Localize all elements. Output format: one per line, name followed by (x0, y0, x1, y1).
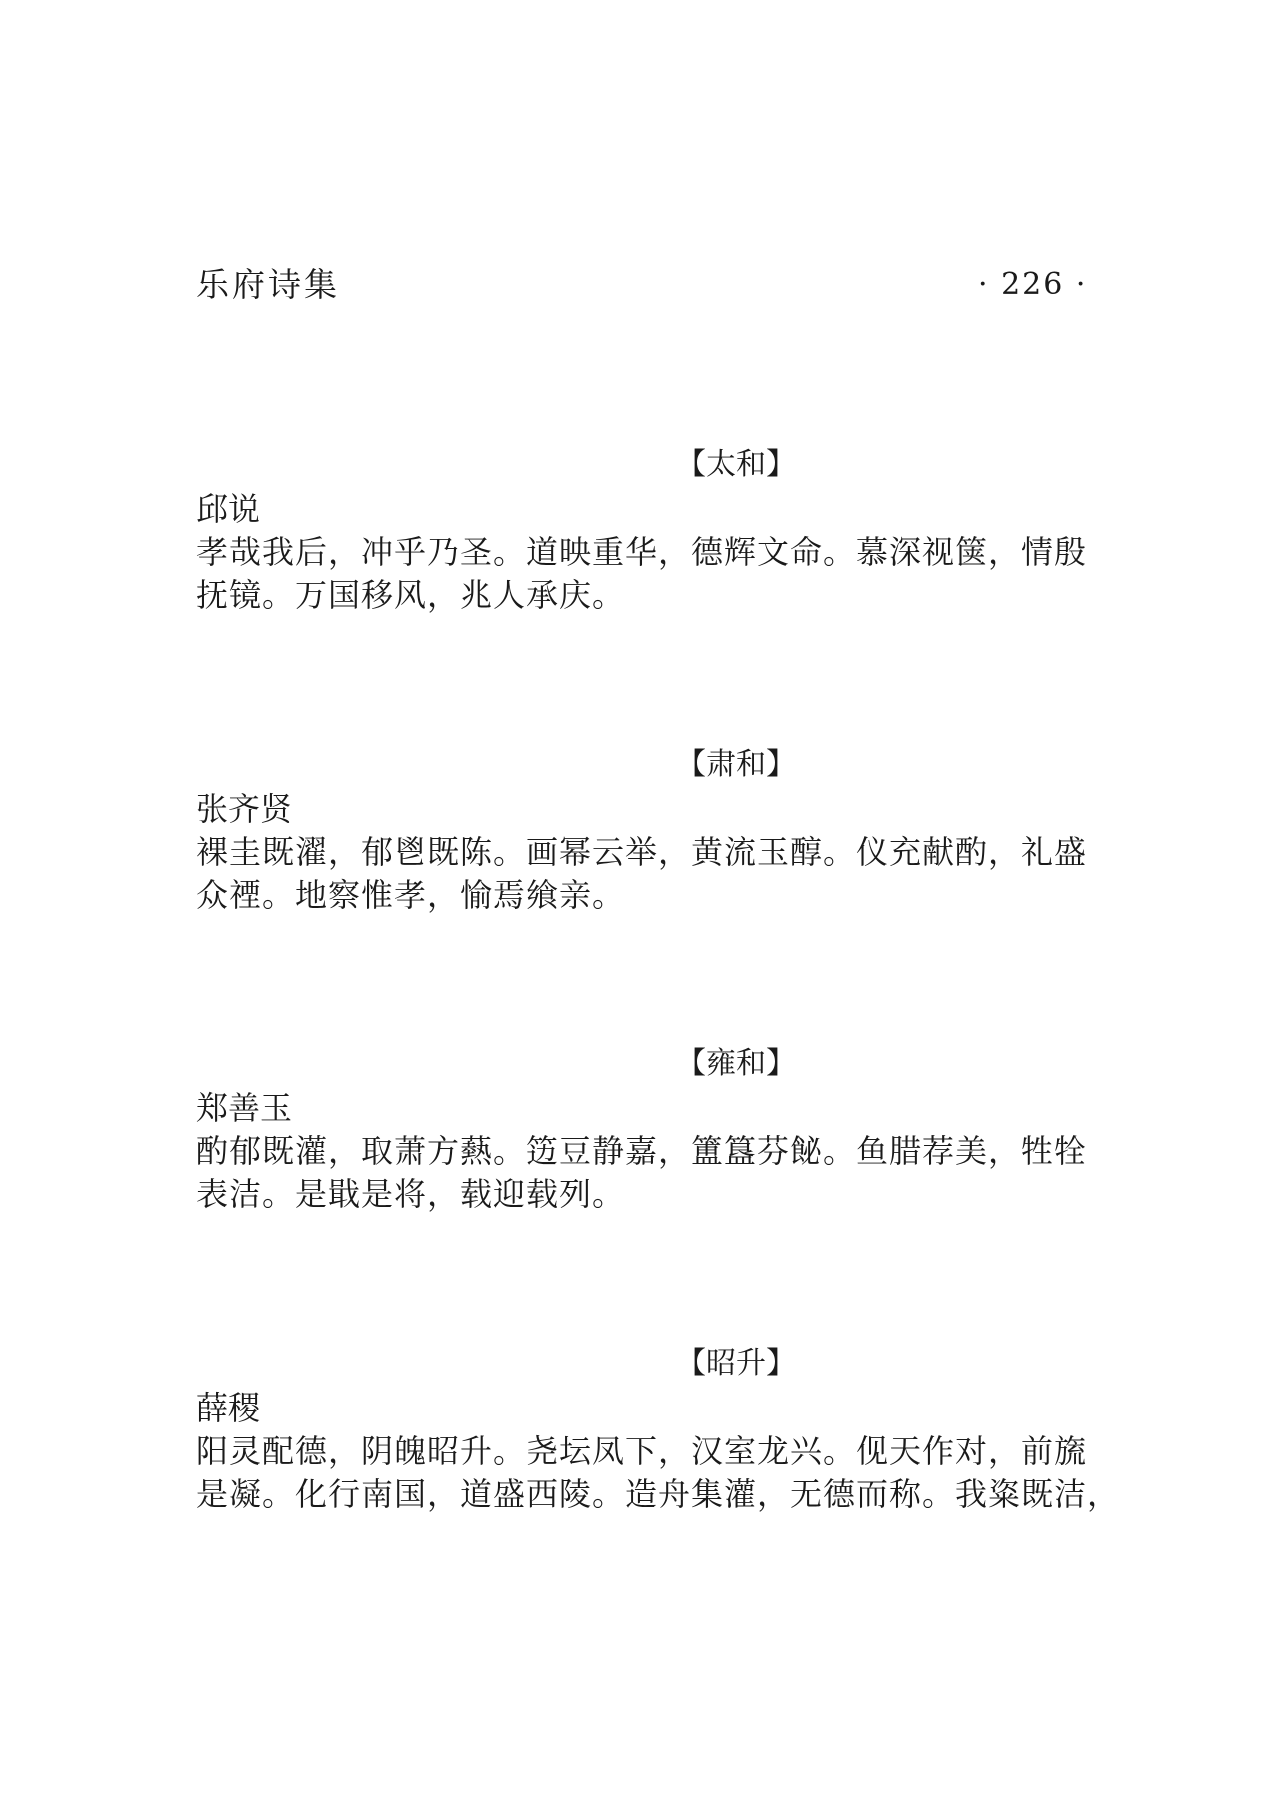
poem-3 (196, 1042, 1096, 1216)
poem-title: 【肃和】 (676, 747, 796, 782)
poem-title: 【昭升】 (676, 1346, 796, 1381)
poem-1 (196, 443, 1096, 617)
poem-line: 酌郁既灌，取萧方爇。笾豆静嘉，簠簋芬飶。鱼腊荐美，牲牷 (196, 1132, 1088, 1170)
poem-author: 邱说 (196, 490, 261, 528)
poem-author: 张齐贤 (196, 790, 293, 828)
poem-line: 表洁。是戢是将，载迎载列。 (196, 1175, 626, 1213)
page-number: · 226 · (978, 267, 1088, 302)
poem-title: 【太和】 (676, 447, 796, 482)
poem-author: 郑善玉 (196, 1089, 293, 1127)
poem-line: 众禋。地察惟孝，愉焉飨亲。 (196, 876, 626, 914)
running-head: 乐府诗集 (196, 265, 340, 304)
poem-line: 阳灵配德，阴魄昭升。尧坛凤下，汉室龙兴。伣天作对，前旒 (196, 1432, 1088, 1470)
poem-author: 薛稷 (196, 1389, 261, 1427)
poem-line: 抚镜。万国移风，兆人承庆。 (196, 576, 626, 614)
poem-title: 【雍和】 (676, 1046, 796, 1081)
poem-line: 裸圭既濯，郁鬯既陈。画幂云举，黄流玉醇。仪充献酌，礼盛 (196, 833, 1088, 871)
poem-2 (196, 743, 1096, 917)
poem-line: 是凝。化行南国，道盛西陵。造舟集灌，无德而称。我粢既洁， (196, 1475, 1121, 1513)
poem-line: 孝哉我后，冲乎乃圣。道映重华，德辉文命。慕深视箧，情殷 (196, 533, 1088, 571)
poem-4 (196, 1342, 1121, 1516)
